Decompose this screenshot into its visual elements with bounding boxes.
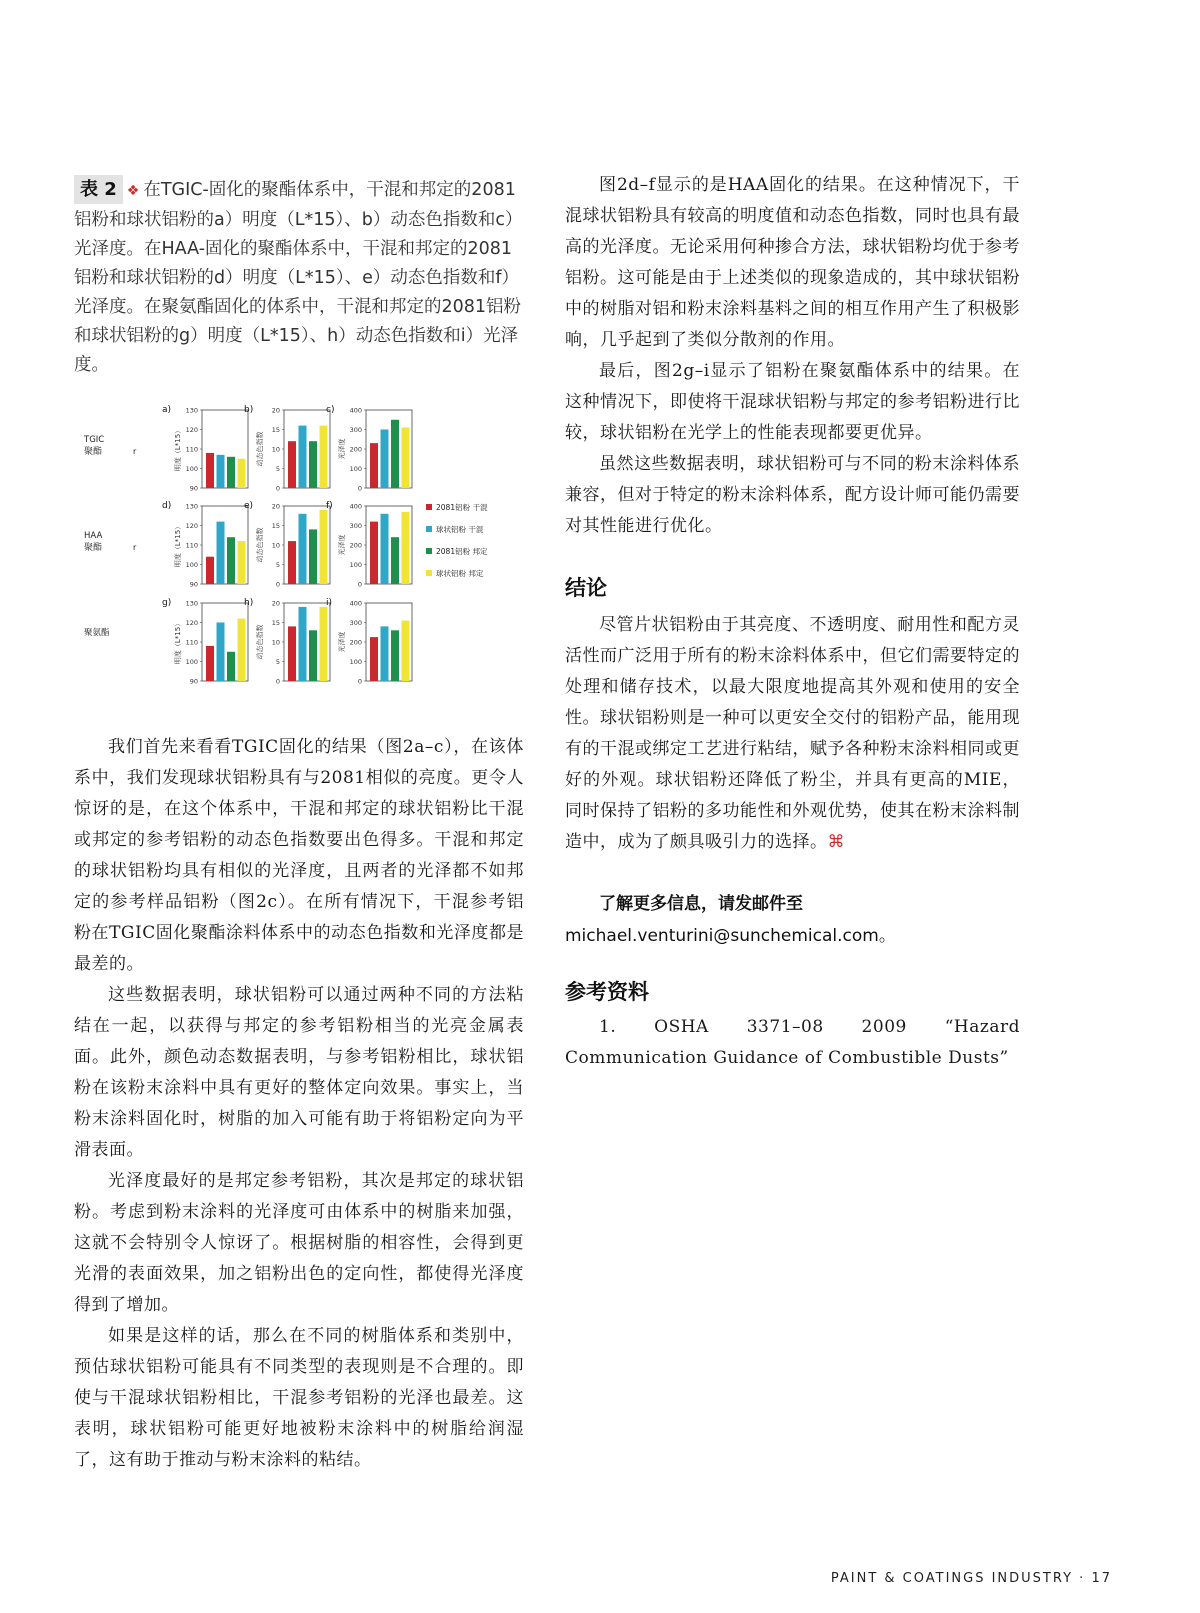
y-axis-label: 动态色指数: [256, 624, 264, 660]
bar: [309, 630, 317, 681]
row-label-line2: 聚酯: [84, 543, 103, 553]
bar: [288, 626, 296, 681]
y-tick-label: 10: [271, 638, 280, 647]
conclusion-text: 尽管片状铝粉由于其亮度、不透明度、耐用性和配方灵活性而广泛用于所有的粉末涂料体系中，但它们需要特定的处理和储存技术，以最大限度地提高其外观和使用的安全性。球状铝粉则是一种可以更安全交付的铝粉产品，能用现有的干混或绑定工艺进行粘结，赋予各种粉末涂料相同或更好的外观。球状铝粉还降低了粉尘，并具有更高的MIE，同时保持了铝粉的多功能性和外观优势，使其在粉末涂料制造中，成为了颇具吸引力的选择。: [565, 615, 1020, 852]
bar: [370, 637, 378, 681]
y-tick-label: 100: [185, 561, 198, 569]
bar: [381, 430, 389, 489]
y-tick-label: 300: [349, 522, 362, 530]
y-tick-label: 110: [185, 445, 198, 454]
bar: [402, 621, 410, 681]
contact-email[interactable]: michael.venturini@sunchemical.com。: [565, 926, 896, 946]
y-tick-label: 100: [349, 561, 362, 569]
page-number: 17: [1091, 1571, 1112, 1586]
contact-line: [565, 888, 1020, 952]
right-paragraph-2: 最后，图2g–i显示了铝粉在聚氨酯体系中的结果。在这种情况下，即使将干混球状铝粉与邦定的参考铝粉进行比较，球状铝粉在光学上的性能表现都要更优异。: [565, 361, 1020, 443]
legend-label: 球状铝粉 邦定: [436, 569, 484, 578]
row-label-suffix: r: [133, 447, 137, 456]
bar: [206, 453, 214, 488]
page-footer: [831, 1571, 1112, 1586]
bar: [381, 514, 389, 584]
row-label-suffix: r: [133, 543, 137, 552]
caption-text: 在TGIC-固化的聚酯体系中，干混和邦定的2081铝粉和球状铝粉的a）明度（L*15）、b）动态色指数和c）光泽度。在HAA-固化的聚酯体系中，干混和邦定的2081铝粉和球状铝粉的d）明度（L*15）、e）动态色指数和f）光泽度。在聚氨酯固化的体系中，干混和邦定的2081铝粉和球状铝粉的g）明度（L*15）、h）动态色指数和i）光泽度。: [74, 180, 523, 375]
panel-letter: f): [326, 501, 333, 511]
row-label-line1: 聚氨酯: [84, 628, 110, 638]
bar: [227, 457, 235, 488]
y-tick-label: 0: [357, 580, 362, 589]
y-tick-label: 130: [185, 599, 198, 608]
legend-swatch: [426, 570, 432, 576]
y-tick-label: 100: [185, 658, 198, 666]
y-tick-label: 200: [349, 445, 362, 454]
bar: [299, 426, 307, 488]
y-tick-label: 20: [271, 502, 280, 511]
contact-label: 了解更多信息，请发邮件至: [599, 894, 803, 914]
bar: [320, 510, 328, 584]
y-axis-label: 明度（L*15）: [174, 522, 182, 568]
row-label-line1: HAA: [84, 531, 103, 541]
right-paragraph-3: 虽然这些数据表明，球状铝粉可与不同的粉末涂料体系兼容，但对于特定的粉末涂料体系，配方设计师可能仍需要对其性能进行优化。: [565, 454, 1020, 536]
bar: [381, 626, 389, 681]
bar: [217, 623, 225, 682]
y-tick-label: 300: [349, 619, 362, 627]
bar: [309, 529, 317, 584]
bar: [370, 443, 378, 488]
left-paragraph-2: 这些数据表明，球状铝粉可以通过两种不同的方法粘结在一起，以获得与邦定的参考铝粉相当的光亮金属表面。此外，颜色动态数据表明，与参考铝粉相比，球状铝粉在该粉末涂料中具有更好的整体定向效果。事实上，当粉末涂料固化时，树脂的加入可能有助于将铝粉定向为平滑表面。: [74, 985, 524, 1160]
bar: [217, 522, 225, 584]
y-tick-label: 120: [185, 619, 198, 627]
bar: [206, 646, 214, 681]
y-tick-label: 300: [349, 426, 362, 434]
y-tick-label: 400: [349, 406, 362, 415]
conclusion-heading: 结论: [565, 576, 607, 600]
y-tick-label: 130: [185, 502, 198, 511]
bar: [206, 557, 214, 584]
bar: [320, 607, 328, 681]
left-column: [74, 170, 524, 380]
row-label-line2: 聚酯: [84, 447, 103, 457]
y-tick-label: 10: [271, 541, 280, 550]
bar: [227, 537, 235, 584]
bar: [402, 512, 410, 584]
panel-letter: g): [162, 598, 172, 608]
caption-tag: 表 2: [74, 175, 123, 204]
left-paragraph-4: 如果是这样的话，那么在不同的树脂体系和类别中，预估球状铝粉可能具有不同类型的表现则是不合理的。即使与干混球状铝粉相比，干混参考铝粉的光泽也最差。这表明，球状铝粉可能更好地被粉末涂料中的树脂给润湿了，这有助于推动与粉末涂料的粘结。: [74, 1326, 524, 1470]
bar: [238, 619, 246, 681]
y-axis-label: 光泽度: [338, 631, 346, 653]
legend-swatch: [426, 526, 432, 532]
footer-journal: PAINT & COATINGS INDUSTRY: [830, 1571, 1074, 1586]
y-tick-label: 0: [275, 677, 280, 686]
reference-1: 1. OSHA 3371–08 2009 “Hazard Communication Guidance of Combustible Dusts”: [565, 1017, 1020, 1068]
bar: [320, 426, 328, 488]
y-tick-label: 90: [189, 677, 198, 686]
y-tick-label: 90: [189, 484, 198, 493]
y-axis-label: 光泽度: [338, 534, 346, 556]
left-paragraph-1: 我们首先来看看TGIC固化的结果（图2a–c），在该体系中，我们发现球状铝粉具有与2081相似的亮度。更令人惊讶的是，在这个体系中，干混和邦定的球状铝粉比干混或邦定的参考铝粉的动态色指数要出色得多。干混和邦定的球状铝粉均具有相似的光泽度，且两者的光泽都不如邦定的参考样品铝粉（图2c）。在所有情况下，干混参考铝粉在TGIC固化聚酯涂料体系中的动态色指数和光泽度都是最差的。: [74, 737, 524, 974]
y-axis-label: 动态色指数: [256, 431, 264, 467]
legend-swatch: [426, 504, 432, 510]
y-tick-label: 0: [275, 580, 280, 589]
y-tick-label: 20: [271, 599, 280, 608]
bar: [402, 428, 410, 488]
y-tick-label: 15: [271, 619, 280, 627]
bar: [391, 420, 399, 488]
bar: [370, 522, 378, 584]
bar: [391, 630, 399, 681]
panel-letter: c): [326, 405, 335, 415]
y-tick-label: 5: [275, 561, 280, 569]
panel-letter: b): [244, 405, 254, 415]
y-tick-label: 130: [185, 406, 198, 415]
panel-letter: i): [326, 598, 333, 608]
y-tick-label: 0: [357, 677, 362, 686]
references-heading: 参考资料: [565, 980, 649, 1004]
footer-separator: ·: [1079, 1571, 1086, 1586]
bar: [309, 441, 317, 488]
panel-letter: h): [244, 598, 254, 608]
right-paragraph-1: 图2d–f显示的是HAA固化的结果。在这种情况下，干混球状铝粉具有较高的明度值和动态色指数，同时也具有最高的光泽度。无论采用何种掺合方法，球状铝粉均优于参考铝粉。这可能是由于上述类似的现象造成的，其中球状铝粉中的树脂对铝和粉末涂料基料之间的相互作用产生了积极影响，几乎起到了类似分散剂的作用。: [565, 175, 1020, 350]
y-tick-label: 400: [349, 599, 362, 608]
y-tick-label: 90: [189, 580, 198, 589]
panel-letter: d): [162, 501, 172, 511]
legend-label: 球状铝粉 干混: [436, 525, 484, 534]
legend-swatch: [426, 548, 432, 554]
bar: [299, 514, 307, 584]
y-tick-label: 15: [271, 426, 280, 434]
left-body: [74, 732, 524, 1476]
y-tick-label: 120: [185, 426, 198, 434]
y-tick-label: 15: [271, 522, 280, 530]
y-tick-label: 0: [275, 484, 280, 493]
conclusion-paragraph: [565, 610, 1020, 858]
caption-mark: ❖: [126, 183, 140, 199]
y-tick-label: 200: [349, 638, 362, 647]
y-tick-label: 400: [349, 502, 362, 511]
y-tick-label: 20: [271, 406, 280, 415]
y-tick-label: 0: [357, 484, 362, 493]
bar: [238, 459, 246, 488]
legend-label: 2081铝粉 邦定: [436, 547, 488, 556]
bar: [391, 537, 399, 584]
y-tick-label: 200: [349, 541, 362, 550]
bar: [288, 441, 296, 488]
end-mark-icon: ⌘: [827, 832, 845, 852]
bar: [238, 541, 246, 584]
figure-2-charts: [74, 400, 524, 700]
bar: [227, 652, 235, 681]
legend-label: 2081铝粉 干混: [436, 503, 488, 512]
y-axis-label: 动态色指数: [256, 527, 264, 563]
bar: [288, 541, 296, 584]
bar: [299, 607, 307, 681]
panel-letter: e): [244, 501, 254, 511]
right-column: [565, 170, 1020, 1074]
y-axis-label: 光泽度: [338, 438, 346, 460]
y-tick-label: 5: [275, 658, 280, 666]
left-paragraph-3: 光泽度最好的是邦定参考铝粉，其次是邦定的球状铝粉。考虑到粉末涂料的光泽度可由体系中的树脂来加强，这就不会特别令人惊讶了。根据树脂的相容性，会得到更光滑的表面效果，加之铝粉出色的定向性，都使得光泽度得到了增加。: [74, 1171, 524, 1315]
y-tick-label: 5: [275, 465, 280, 473]
figure-caption: [74, 175, 524, 380]
y-tick-label: 10: [271, 445, 280, 454]
y-tick-label: 100: [349, 658, 362, 666]
y-tick-label: 110: [185, 638, 198, 647]
row-label-line1: TGIC: [84, 435, 105, 445]
bar: [217, 455, 225, 488]
y-tick-label: 110: [185, 541, 198, 550]
y-tick-label: 100: [185, 465, 198, 473]
y-tick-label: 100: [349, 465, 362, 473]
panel-letter: a): [162, 405, 172, 415]
y-axis-label: 明度（L*15）: [174, 426, 182, 472]
y-axis-label: 明度（L*15）: [174, 619, 182, 665]
y-tick-label: 120: [185, 522, 198, 530]
